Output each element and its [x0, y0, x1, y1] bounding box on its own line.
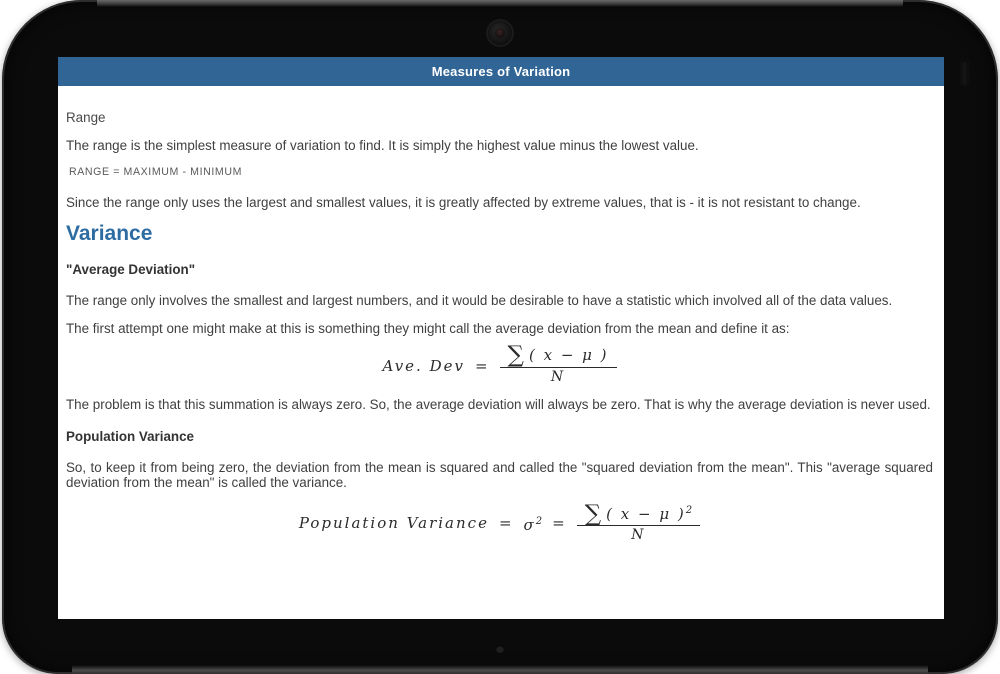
formula-lhs: Ave. Dev — [382, 356, 465, 375]
home-indicator-icon — [496, 645, 504, 653]
front-camera-icon — [486, 19, 514, 47]
page-titlebar — [58, 57, 944, 86]
average-deviation-paragraph-1: The range only involves the smallest and largest numbers, and it would be desirable to have a statistic which involved all of the data values. — [66, 292, 893, 308]
problem-paragraph: The problem is that this summation is always zero. So, the average deviation will always be zero. That is why the average deviation is never used. — [66, 397, 931, 413]
fraction-numerator — [500, 342, 617, 369]
fraction-denominator: N — [631, 527, 646, 544]
tablet-frame — [2, 0, 998, 674]
sigma-squared-term — [524, 514, 543, 534]
numerator-expression: ( x − μ ) — [606, 504, 686, 523]
range-heading: Range — [66, 110, 106, 125]
equals-sign: = — [552, 513, 567, 532]
average-deviation-paragraph-2: The first attempt one might make at this is something they might call the average deviation from the mean and define it as: — [66, 320, 790, 336]
equals-sign: = — [474, 356, 490, 375]
average-deviation-heading: "Average Deviation" — [66, 262, 196, 278]
range-paragraph-1: The range is the simplest measure of variation to find. It is simply the highest value minus the lowest value. — [66, 137, 699, 153]
article-content — [58, 86, 944, 544]
fraction-numerator — [577, 500, 700, 527]
fraction — [500, 342, 617, 385]
summation-icon: ∑ — [507, 342, 524, 369]
range-formula-text: RANGE = MAXIMUM - MINIMUM — [69, 166, 243, 179]
range-paragraph-2: Since the range only uses the largest and smallest values, it is greatly affected by extreme values, that is - it is not resistant to change. — [66, 194, 861, 210]
page-title: Measures of Variation — [431, 64, 571, 79]
speaker-slot-icon — [961, 59, 968, 85]
numerator-expression: ( x − μ ) — [528, 346, 609, 365]
formula-lhs: Population Variance — [298, 513, 489, 532]
equals-sign: = — [498, 513, 514, 532]
population-variance-formula — [66, 500, 933, 544]
camera-lens-icon — [495, 28, 505, 38]
sigma-symbol: σ — [523, 515, 536, 534]
fraction-denominator: N — [550, 368, 566, 385]
summation-icon: ∑ — [584, 500, 602, 527]
average-deviation-formula — [66, 342, 933, 385]
population-variance-heading: Population Variance — [66, 428, 194, 444]
population-variance-paragraph: So, to keep it from being zero, the deviation from the mean is squared and called the "squared deviation from the mean". This "average squared deviation from the mean" is called the variance. — [66, 459, 933, 491]
tablet-screen — [58, 57, 944, 619]
sigma-exponent: 2 — [535, 515, 543, 527]
fraction — [577, 500, 700, 544]
numerator-exponent: 2 — [685, 504, 693, 516]
variance-heading: Variance — [66, 222, 153, 246]
